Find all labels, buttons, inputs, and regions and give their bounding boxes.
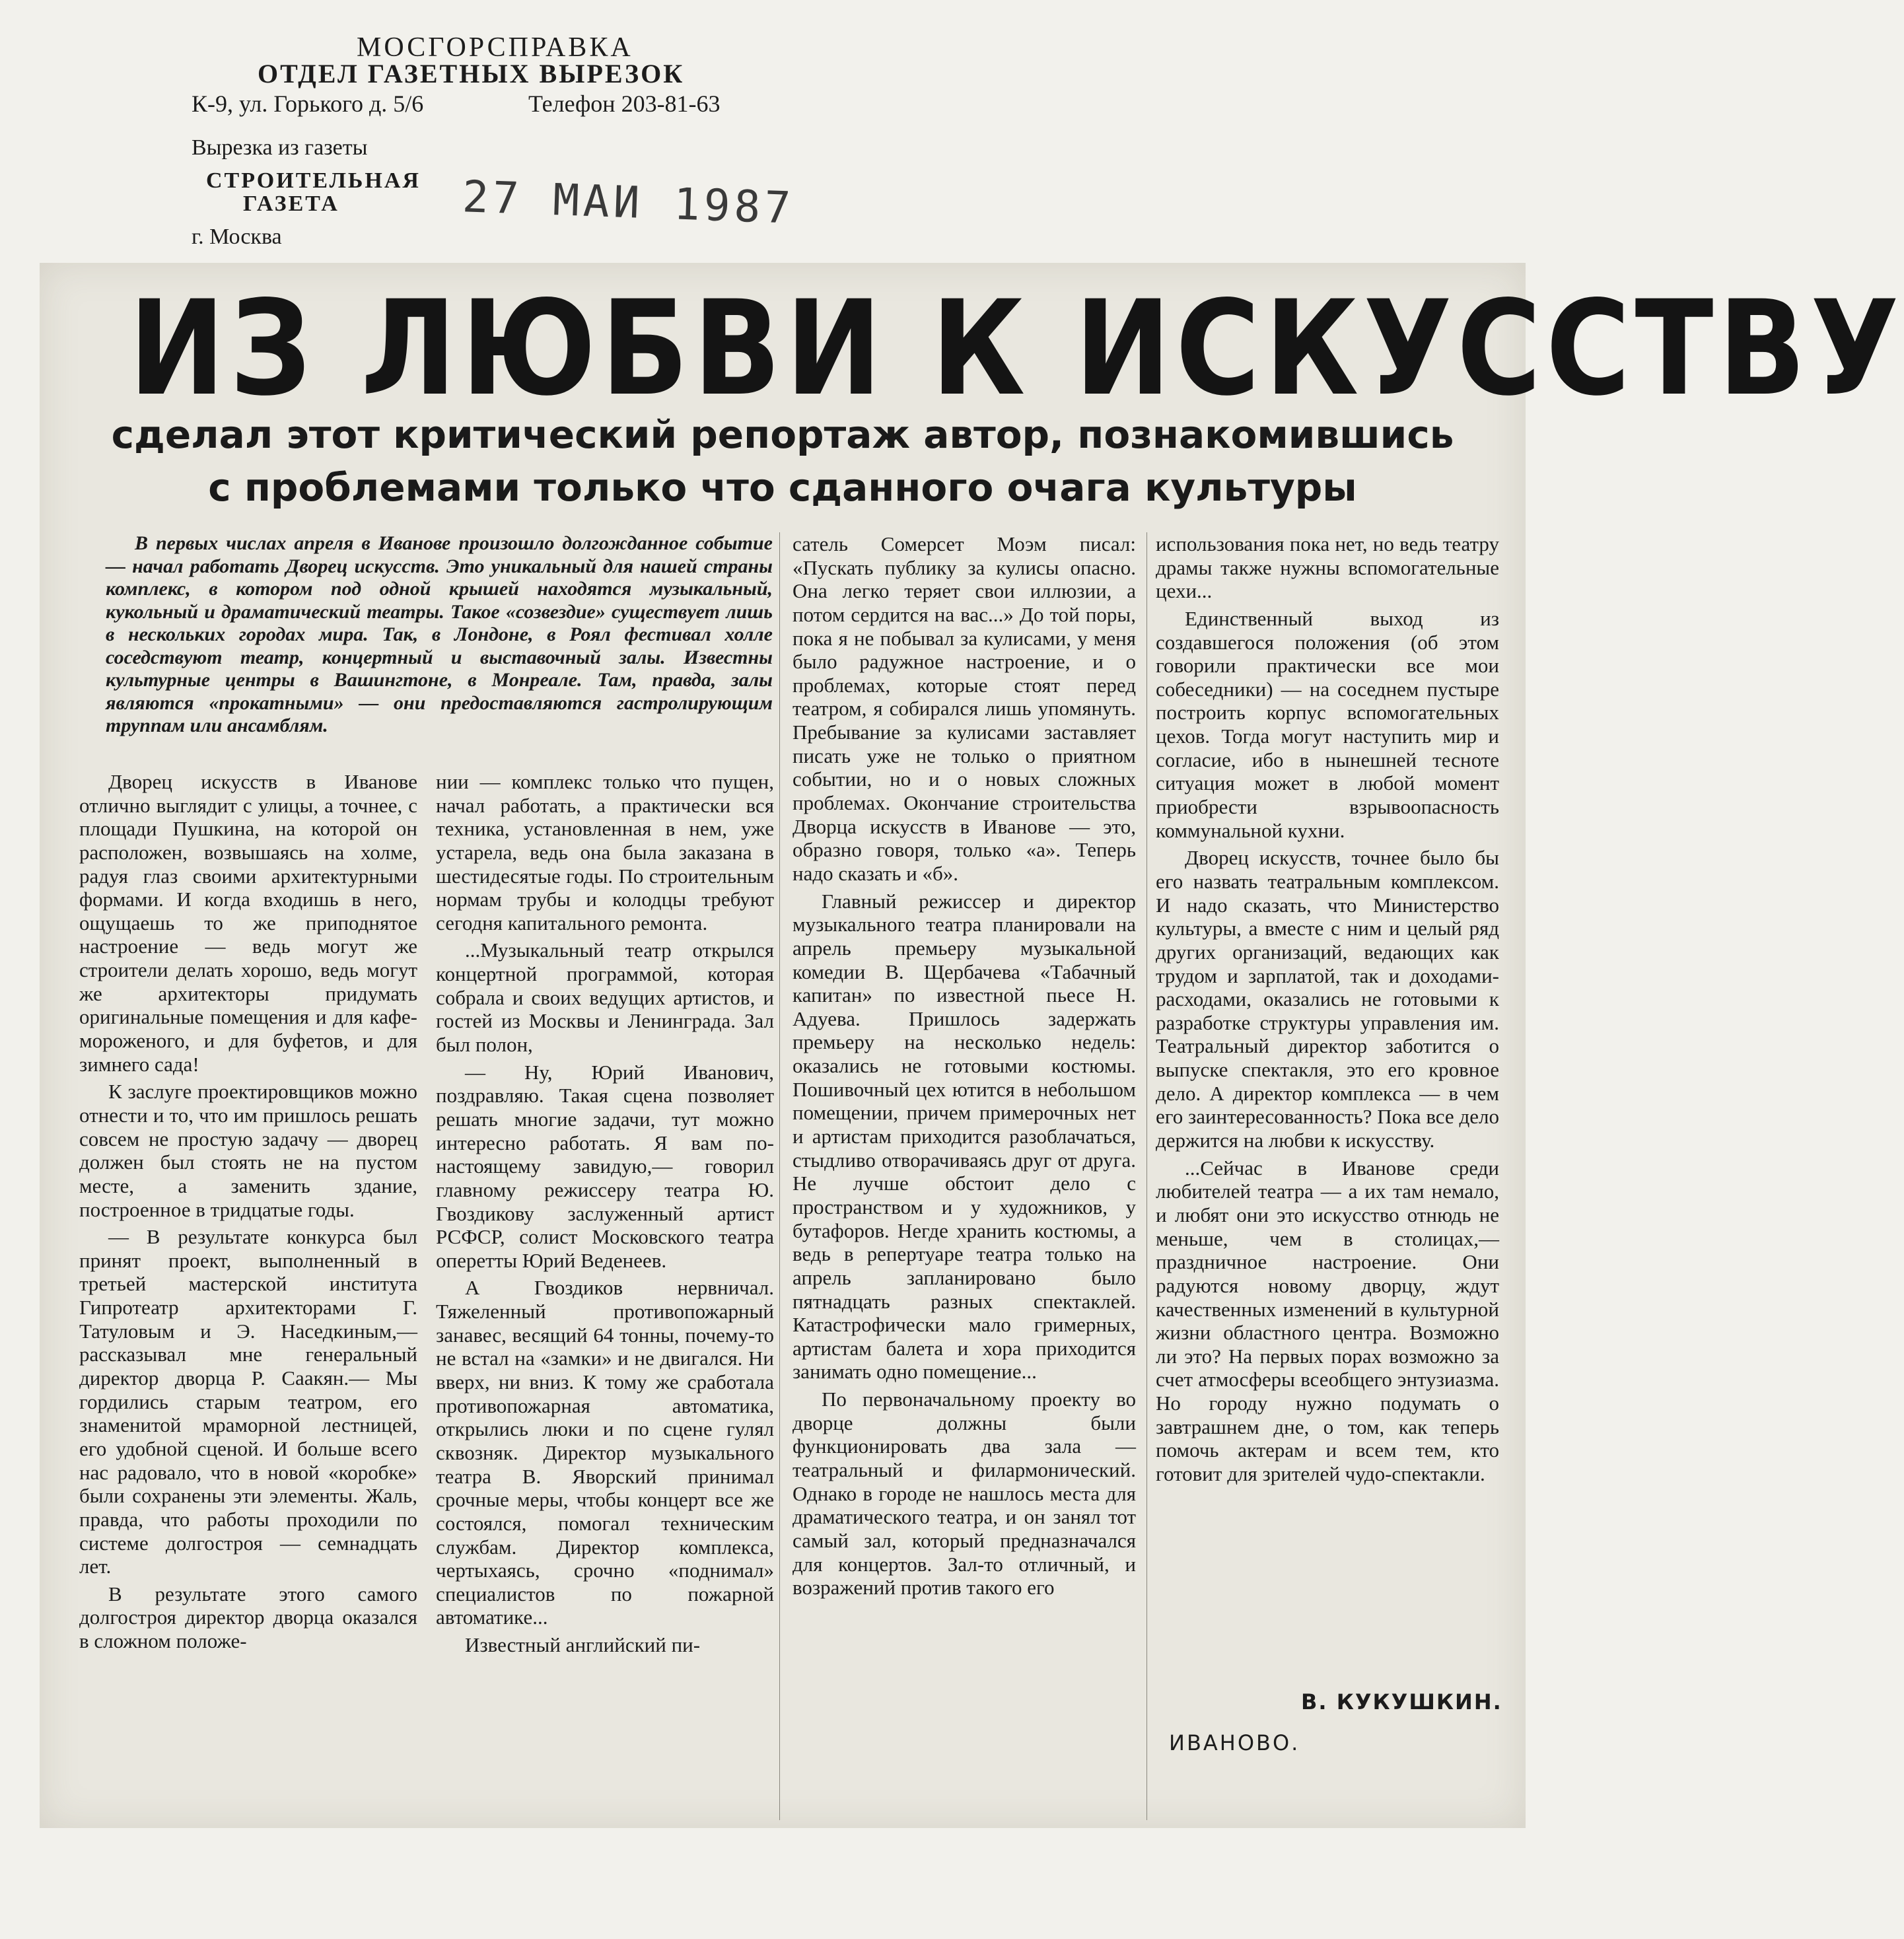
paragraph: — Ну, Юрий Иванович, поздравляю. Такая сцена позволяет решать многие задачи, тут можно интересно работать. Я вам по-настоящему завидую,— говорил главному режиссеру театра Ю. Гвоздикову заслуженный артист РСФСР, солист Московского театра оперетты Юрий Веденеев. (436, 1060, 774, 1272)
article-lead (106, 532, 773, 738)
stamp-address: К-9, ул. Горького д. 5/6 (192, 90, 424, 117)
dateline-city: ИВАНОВО. (1169, 1730, 1300, 1755)
article-column-3 (793, 532, 1136, 1800)
lead-paragraph: В первых числах апреля в Иванове произошло долгожданное событие — начал работать Дворец искусств. Это уникальный для нашей страны комплекс, в котором под одной крышей находятся музыкальный, кукольный и драматический театры. Такое «созвездие» существует лишь в нескольких городах мира. Так, в Лондоне, в Роял фестивал холле соседствуют театр, концертный и выставочный залы. Известны культурные центры в Вашингтоне, в Монреале. Там, правда, залы являются «прокатными» — они предоставляются гастролирующим труппам или ансамблям. (106, 532, 773, 736)
paragraph: Главный режиссер и директор музыкального театра планировали на апрель премьеру музыкальной комедии В. Щербачева «Табачный капитан» по известной пьесе Н. Адуева. Пришлось задержать премьеру на несколько недель: оказались не готовыми костюмы. Пошивочный цех ютится в небольшом помещении, причем примерочных нет и артистам приходится разоблачаться, стыдливо отворачиваясь друг от друга. Не лучше обстоит дело с пространством и у художников, у бутафоров. Негде хранить костюмы, а ведь в репертуаре театра только на апрель запланировано было пятнадцать разных спектаклей. Катастрофически мало гримерных, артистам балета и хора приходится занимать одно помещение... (793, 889, 1136, 1384)
source-city: г. Москва (192, 225, 282, 249)
source-paper-line1: СТРОИТЕЛЬНАЯ (206, 168, 421, 193)
paragraph: По первоначальному проекту во дворце должны были функционировать два зала — театральный и филармонический. Однако в городе не нашлось места для драматического театра, и он занял тот самый зал, который предназначался для концертов. Зал-то отличный, и возражений против такого его (793, 1388, 1136, 1600)
source-label: Вырезка из газеты (192, 135, 368, 160)
paragraph: использования пока нет, но ведь театру драмы также нужны вспомогательные цехи... (1156, 532, 1499, 603)
paragraph: К заслуге проектировщиков можно отнести и то, что им пришлось решать совсем не простую задачу — дворец должен был стоять не на пустом месте, а заменить здание, построенное в тридцатые годы. (79, 1080, 417, 1221)
source-paper-line2: ГАЗЕТА (243, 192, 339, 216)
article-subhead-line1: сделал этот критический репортаж автор, познакомившись (111, 412, 1454, 457)
paragraph: сатель Сомерсет Моэм писал: «Пускать публику за кулисы опасно. Она легко теряет свои иллюзии, а потом сердится на вас...» До той поры, пока я не побывал за кулисами, у меня было радужное настроение, и о проблемах, которые стоят перед театром, я собирался лишь упомянуть. Пребывание за кулисами заставляет писать уже не только о приятном событии, но и о новых сложных проблемах. Окончание строительства Дворца искусств в Иванове — это, образно говоря, только «а». Теперь надо сказать и «б». (793, 532, 1136, 885)
paragraph: А Гвоздиков нервничал. Тяжеленный противопожарный занавес, весящий 64 тонны, почему-то не встал на «замки» и не двигался. Ни вверх, ни вниз. К тому же сработала противопожарная автоматика, открылись люки и по сцене гулял сквозняк. Директор музыкального театра В. Яворский принимал срочные меры, чтобы концерт все же состоялся, помогал техническим службам. Директор комплекса, чертыхаясь, срочно «поднимал» специалистов по пожарной автоматике... (436, 1276, 774, 1629)
paragraph: ...Сейчас в Иванове среди любителей театра — а их там немало, и любят они это искусство отнюдь не меньше, чем в столицах,— праздничное настроение. Они радуются новому дворцу, ждут качественных изменений в культурной жизни областного центра. Возможно ли это? На первых порах возможно за счет атмосферы всеобщего энтузиазма. Но городу нужно подумать о завтрашнем дне, о том, как теперь помочь актерам и всем тем, кто готовит для зрителей чудо-спектакли. (1156, 1156, 1499, 1485)
article-column-4 (1156, 532, 1499, 1939)
paragraph: Известный английский пи- (465, 1633, 701, 1657)
column-divider (779, 532, 780, 1820)
paragraph: Дворец искусств в Иванове отлично выглядит с улицы, а точнее, с площади Пушкина, на которой он расположен, возвышаясь на холме, радуя глаз своими архитектурными формами. И когда входишь в него, ощущаешь то же приподнятое настроение — ведь могут же строители делать хорошо, ведь могут же архитекторы придумать оригинальные помещения и для кафе-мороженого, и для буфетов, и для зимнего сада! (79, 770, 417, 1076)
author-signature: В. КУКУШКИН. (1301, 1689, 1502, 1714)
article-column-1 (79, 770, 417, 1800)
newspaper-clipping (40, 263, 1904, 1828)
stamp-phone: Телефон 203-81-63 (528, 90, 721, 117)
paragraph: нии — комплекс только что пущен, начал работать, а практически вся техника, установленная в нем, уже устарела, ведь она была заказана в шестидесятые годы. По строительным нормам трубы и колодцы требуют сегодня капитального ремонта. (436, 770, 774, 934)
article-headline: ИЗ ЛЮБВИ К ИСКУССТВУ (129, 272, 1904, 425)
paragraph: ...Музыкальный театр открылся концертной программой, которая собрала и своих ведущих артистов, и гостей из Москвы и Ленинграда. Зал был полон, (436, 938, 774, 1057)
stamp-department: ОТДЕЛ ГАЗЕТНЫХ ВЫРЕЗОК (258, 59, 685, 88)
column-divider (1146, 532, 1147, 1820)
paragraph: Дворец искусств, точнее было бы его назвать театральным комплексом. И надо сказать, что Министерство культуры, а вместе с ним и целый ряд других организаций, ведающих как трудом и зарплатой, так и доходами-расходами, оказались не готовыми к разработке структуры управления им. Театральный директор заботится о выпуске спектакля, это его кровное дело. А директор комплекса — в чем его заинтересованность? Пока все дело держится на любви к искусству. (1156, 846, 1499, 1152)
article-column-2 (436, 770, 774, 1800)
paragraph: — В результате конкурса был принят проект, выполненный в третьей мастерской института Гипротеатр архитекторами Г. Татуловым и Э. Наседкиным,— рассказывал мне генеральный директор дворца Р. Саакян.— Мы гордились старым театром, его знаменитой мраморной лестницей, его удобной сценой. И больше всего нас радовало, что в новой «коробке» были сохранены эти элементы. Жаль, правда, что работы проходили по системе долгостроя — семнадцать лет. (79, 1225, 417, 1578)
paragraph: Единственный выход из создавшегося положения (об этом говорили практически все мои собеседники) — на соседнем пустыре построить корпус вспомогательных цехов. Тогда могут наступить мир и согласие, ибо в нынешней тесноте ситуация может в любой момент приобрести взрывоопасность коммунальной кухни. (1156, 606, 1499, 842)
date-stamp: 27 МАИ 1987 (461, 171, 796, 234)
article-subhead-line2: с проблемами только что сданного очага культуры (208, 465, 1357, 510)
stamp-agency: МОСГОРСПРАВКА (357, 32, 633, 63)
paragraph: В результате этого самого долгостроя директор дворца оказался в сложном положе- (79, 1582, 417, 1653)
